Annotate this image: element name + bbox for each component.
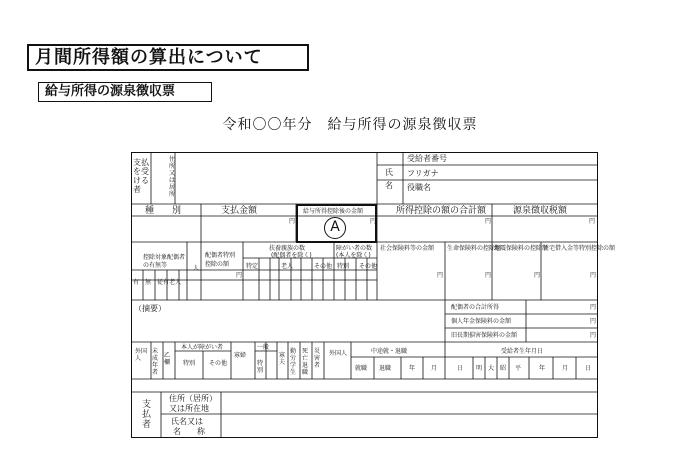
name-label: 氏 名	[385, 168, 393, 190]
year-label: 年	[409, 365, 416, 372]
specific-label: 特定	[246, 263, 259, 270]
personal-pension: 個人年金保険料の金額	[451, 318, 512, 325]
yen-unit: 円	[534, 272, 541, 279]
yen-unit: 円	[370, 218, 377, 225]
tax-header: 源泉徴収税額	[513, 206, 568, 216]
payer-address-label2: 又は所在地	[169, 404, 209, 413]
yen-unit: 円	[289, 218, 296, 225]
dead-retire-label: 死亡退職	[302, 348, 309, 376]
yen-unit: 円	[590, 304, 597, 311]
after-deduction-header: 給与所得控除後の金額	[303, 208, 364, 215]
special-label: 特別	[337, 263, 350, 270]
birth-year-label: 年	[539, 365, 546, 372]
has-label: 有	[133, 279, 140, 286]
retirement-label: 退職	[379, 365, 392, 372]
birth-day-label: 日	[585, 365, 592, 372]
taisho-label: 大	[488, 365, 495, 372]
mid-employ-label: 中途就・退職	[371, 348, 408, 355]
meiji-label: 明	[476, 365, 483, 372]
quake-insurance: 地震保険料の控除額	[494, 245, 549, 252]
yen-unit: 円	[485, 218, 492, 225]
payer-block-label: 支 払 者	[142, 400, 152, 430]
address-label: 住 所 又 は 居 所	[169, 156, 176, 198]
disaster-label: 災害者	[314, 348, 321, 369]
payment-header: 支払金額	[221, 206, 258, 216]
payer-label: 支払 を受 ける 者	[133, 158, 149, 194]
other2-label: その他	[359, 263, 378, 270]
title-name-label: 役職名	[407, 183, 431, 192]
working-student-label: 勤労学生	[290, 348, 297, 376]
payer-address-label: 住所（居所）	[169, 394, 217, 403]
minor-label: 未成年者	[152, 348, 159, 376]
employment-label: 就職	[355, 365, 368, 372]
spouse-head: 控除対象配偶者	[143, 254, 186, 261]
none-label: 無	[145, 279, 152, 286]
total-deduction-header: 所得控除の額の合計額	[396, 206, 487, 216]
type-header: 種 別	[145, 206, 182, 216]
other-label: その他	[314, 263, 333, 270]
spouse-income: 配偶者の合計所得	[451, 304, 500, 311]
elderly-label: 老人	[281, 263, 294, 270]
dependents-head: 扶養親族の数	[269, 245, 306, 252]
heisei-label: 平	[515, 365, 522, 372]
person-unit: 人	[193, 265, 200, 272]
long-care: 旧長期損害保険料の金額	[451, 332, 518, 339]
yen-unit: 円	[437, 272, 444, 279]
yen-unit: 円	[590, 318, 597, 325]
furigana-label: フリガナ	[407, 169, 439, 178]
foreign-label: 外国人	[329, 350, 348, 357]
sub-title: 給与所得の源泉徴収票	[38, 82, 212, 102]
widower-label: 寡夫	[279, 352, 286, 366]
otsu-label: 乙欄	[164, 352, 171, 366]
birth-month-label: 月	[562, 365, 569, 372]
elder-label: 老人	[169, 279, 182, 286]
disabled-sub: (本人を除く)	[336, 252, 371, 259]
subordinate-label: 従有	[157, 279, 170, 286]
showa-label: 昭	[500, 365, 507, 372]
section-title: 月間所得額の算出について	[27, 44, 309, 71]
day-label: 日	[457, 365, 464, 372]
life-insurance: 生命保険料の控除額	[447, 245, 502, 252]
payer-name-label: 氏名又は	[171, 417, 203, 426]
yen-unit: 円	[590, 332, 597, 339]
withholding-slip-form	[131, 152, 616, 438]
yen-unit: 円	[589, 218, 596, 225]
yen-unit: 円	[485, 272, 492, 279]
dependents-sub: (配偶者を除く)	[271, 252, 312, 259]
month-label: 月	[431, 365, 438, 372]
yen-unit: 円	[236, 272, 243, 279]
recipient-number-label: 受給者番号	[407, 154, 447, 163]
marker-a: A	[324, 217, 346, 239]
document-title: 令和〇〇年分 給与所得の源泉徴収票	[222, 117, 478, 133]
spouse-sub: の有無等	[143, 262, 168, 269]
disabled-head: 障がい者の数	[336, 245, 373, 252]
spouse-deduction2: 控除の額	[205, 261, 230, 268]
special2-label: 特別	[257, 360, 264, 374]
other-disabled-label: その他	[209, 360, 228, 367]
remarks-label: （摘要）	[134, 304, 166, 313]
birth-label: 受給者生年月日	[501, 348, 544, 355]
yen-unit: 円	[590, 272, 597, 279]
housing-deduction: 住宅借入金等特別控除の額	[543, 245, 616, 252]
social-insurance: 社会保険料等の金額	[380, 245, 435, 252]
payer-name-label2: 名 称	[173, 427, 205, 436]
general-label: 一般	[257, 344, 270, 351]
spouse-deduction: 配偶者特別	[205, 252, 236, 259]
foreigner-label: 外国人	[135, 348, 148, 362]
widow-label: 寡婦	[234, 352, 247, 359]
self-disabled-label: 本人が障がい者	[181, 344, 224, 351]
special-disabled-label: 特別	[183, 360, 196, 367]
